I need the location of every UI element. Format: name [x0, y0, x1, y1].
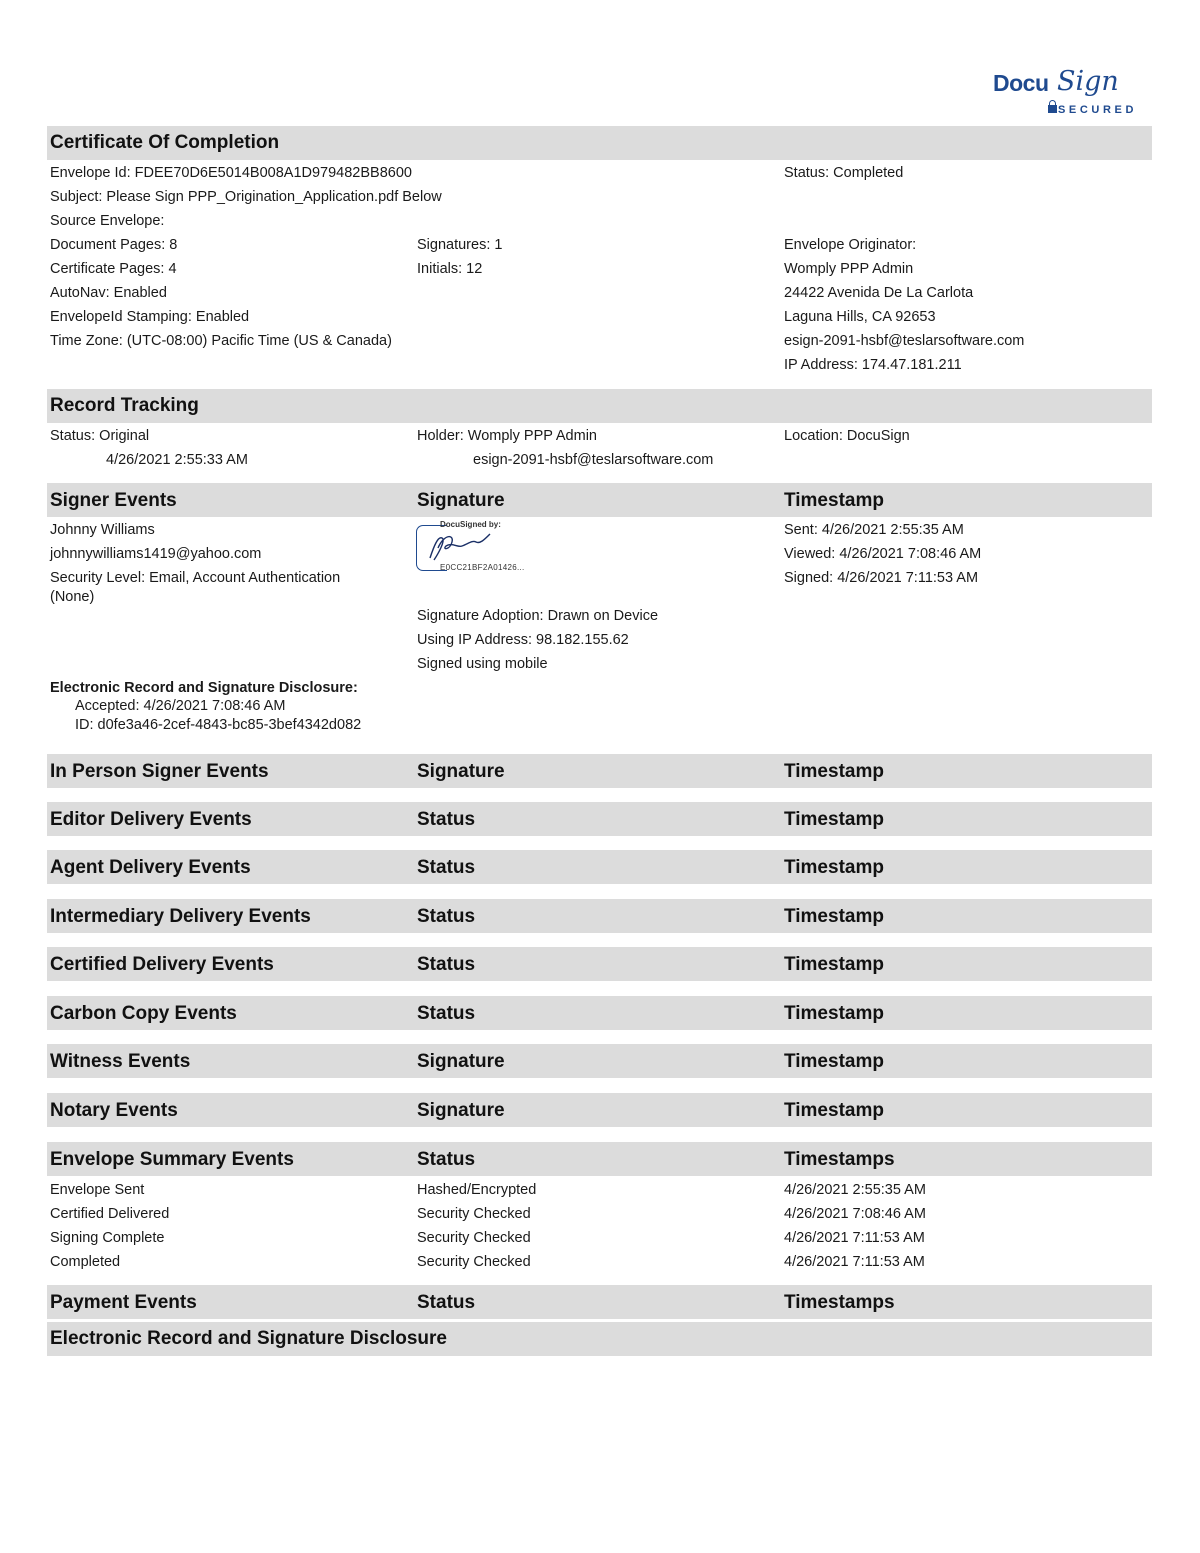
payment-events-col-status: Status: [417, 1292, 476, 1313]
certificate-title: Certificate Of Completion: [50, 132, 280, 153]
witness-events-bar: [47, 1044, 1152, 1078]
signature-docusigned-by: DocuSigned by:: [440, 520, 501, 529]
certified-delivery-events-title: Certified Delivery Events: [50, 954, 274, 975]
envelope-subject: Subject: Please Sign PPP_Origination_Application.pdf Below: [50, 189, 442, 205]
disclosure-id: ID: d0fe3a46-2cef-4843-bc85-3bef4342d082: [75, 717, 362, 733]
logo-secured-text: SECURED: [1058, 104, 1137, 116]
logo-word-sign: Sign: [1057, 66, 1119, 97]
signer-signed-timestamp: Signed: 4/26/2021 7:11:53 AM: [784, 570, 979, 586]
signer-security-level: Security Level: Email, Account Authentication: [50, 570, 341, 586]
witness-events-title: Witness Events: [50, 1051, 191, 1072]
payment-events-bar: [47, 1285, 1152, 1319]
agent-delivery-events-title: Agent Delivery Events: [50, 857, 251, 878]
signer-events-header-bar: [47, 483, 1152, 517]
record-status: Status: Original: [50, 428, 150, 444]
envelope-summary-col-timestamps: Timestamps: [784, 1149, 895, 1170]
disclosure-section-title: Electronic Record and Signature Disclosure: [50, 1328, 447, 1349]
envelope-status: Status: Completed: [784, 165, 904, 181]
envelopeid-stamping: EnvelopeId Stamping: Enabled: [50, 309, 250, 325]
originator-ip: IP Address: 174.47.181.211: [784, 357, 962, 373]
notary-events-col3: Timestamp: [784, 1100, 884, 1121]
notary-events-title: Notary Events: [50, 1100, 178, 1121]
signer-sent-timestamp: Sent: 4/26/2021 2:55:35 AM: [784, 522, 964, 538]
in-person-signer-events-col3: Timestamp: [784, 761, 884, 782]
agent-delivery-events-col3: Timestamp: [784, 857, 884, 878]
summary-row-timestamp: 4/26/2021 7:08:46 AM: [784, 1206, 926, 1222]
signer-viewed-timestamp: Viewed: 4/26/2021 7:08:46 AM: [784, 546, 982, 562]
in-person-signer-events-title: In Person Signer Events: [50, 761, 269, 782]
signer-ip-address: Using IP Address: 98.182.155.62: [417, 632, 629, 648]
envelope-summary-events-title: Envelope Summary Events: [50, 1149, 294, 1170]
signed-using: Signed using mobile: [417, 656, 548, 672]
carbon-copy-events-col2: Status: [417, 1003, 476, 1024]
editor-delivery-events-title: Editor Delivery Events: [50, 809, 252, 830]
document-pages: Document Pages: 8: [50, 237, 178, 253]
summary-row-event: Completed: [50, 1254, 121, 1270]
intermediary-delivery-events-col3: Timestamp: [784, 906, 884, 927]
record-tracking-title: Record Tracking: [50, 395, 199, 416]
record-status-date: 4/26/2021 2:55:33 AM: [106, 452, 248, 468]
originator-address1: 24422 Avenida De La Carlota: [784, 285, 974, 301]
payment-events-title: Payment Events: [50, 1292, 197, 1313]
intermediary-delivery-events-col2: Status: [417, 906, 476, 927]
summary-row-timestamp: 4/26/2021 2:55:35 AM: [784, 1182, 926, 1198]
time-zone: Time Zone: (UTC-08:00) Pacific Time (US & Canada): [50, 333, 392, 349]
summary-row-event: Signing Complete: [50, 1230, 165, 1246]
signer-events-title: Signer Events: [50, 490, 177, 511]
disclosure-subheading: Electronic Record and Signature Disclosure:: [50, 680, 358, 696]
initials-count: Initials: 12: [417, 261, 483, 277]
in-person-signer-events-col2: Signature: [417, 761, 505, 782]
summary-row-status: Hashed/Encrypted: [417, 1182, 537, 1198]
originator-email: esign-2091-hsbf@teslarsoftware.com: [784, 333, 1025, 349]
disclosure-accepted: Accepted: 4/26/2021 7:08:46 AM: [75, 698, 286, 714]
intermediary-delivery-events-title: Intermediary Delivery Events: [50, 906, 311, 927]
carbon-copy-events-col3: Timestamp: [784, 1003, 884, 1024]
signature-id: E0CC21BF2A01426...: [440, 563, 525, 572]
notary-events-col2: Signature: [417, 1100, 505, 1121]
record-holder-email: esign-2091-hsbf@teslarsoftware.com: [473, 452, 714, 468]
source-envelope: Source Envelope:: [50, 213, 165, 229]
witness-events-col3: Timestamp: [784, 1051, 884, 1072]
envelope-originator-label: Envelope Originator:: [784, 237, 917, 253]
editor-delivery-events-col2: Status: [417, 809, 476, 830]
handwritten-signature-icon: [424, 528, 504, 566]
record-location: Location: DocuSign: [784, 428, 910, 444]
originator-name: Womply PPP Admin: [784, 261, 914, 277]
summary-row-timestamp: 4/26/2021 7:11:53 AM: [784, 1230, 925, 1246]
logo-word-docu: Docu: [993, 70, 1049, 96]
signature-adoption: Signature Adoption: Drawn on Device: [417, 608, 659, 624]
summary-row-event: Certified Delivered: [50, 1206, 170, 1222]
certified-delivery-events-col2: Status: [417, 954, 476, 975]
record-holder: Holder: Womply PPP Admin: [417, 428, 597, 444]
notary-events-bar: [47, 1093, 1152, 1127]
lock-icon: [1048, 105, 1057, 113]
summary-row-status: Security Checked: [417, 1206, 531, 1222]
originator-address2: Laguna Hills, CA 92653: [784, 309, 936, 325]
certified-delivery-events-col3: Timestamp: [784, 954, 884, 975]
record-tracking-header-bar: [47, 389, 1152, 423]
summary-row-timestamp: 4/26/2021 7:11:53 AM: [784, 1254, 925, 1270]
envelope-summary-col-status: Status: [417, 1149, 476, 1170]
docusign-secured-logo: [990, 68, 1155, 120]
carbon-copy-events-title: Carbon Copy Events: [50, 1003, 237, 1024]
summary-row-event: Envelope Sent: [50, 1182, 145, 1198]
summary-row-status: Security Checked: [417, 1230, 531, 1246]
certificate-pages: Certificate Pages: 4: [50, 261, 177, 277]
signatures-count: Signatures: 1: [417, 237, 503, 253]
payment-events-col-timestamps: Timestamps: [784, 1292, 895, 1313]
signer-email: johnnywilliams1419@yahoo.com: [50, 546, 262, 562]
signer-events-col-signature: Signature: [417, 490, 505, 511]
witness-events-col2: Signature: [417, 1051, 505, 1072]
envelope-id: Envelope Id: FDEE70D6E5014B008A1D979482BB8600: [50, 165, 412, 181]
signer-security-level-detail: (None): [50, 589, 95, 605]
signature-image: [416, 522, 534, 576]
autonav: AutoNav: Enabled: [50, 285, 167, 301]
signer-events-col-timestamp: Timestamp: [784, 490, 884, 511]
signer-name: Johnny Williams: [50, 522, 155, 538]
summary-row-status: Security Checked: [417, 1254, 531, 1270]
agent-delivery-events-col2: Status: [417, 857, 476, 878]
editor-delivery-events-col3: Timestamp: [784, 809, 884, 830]
